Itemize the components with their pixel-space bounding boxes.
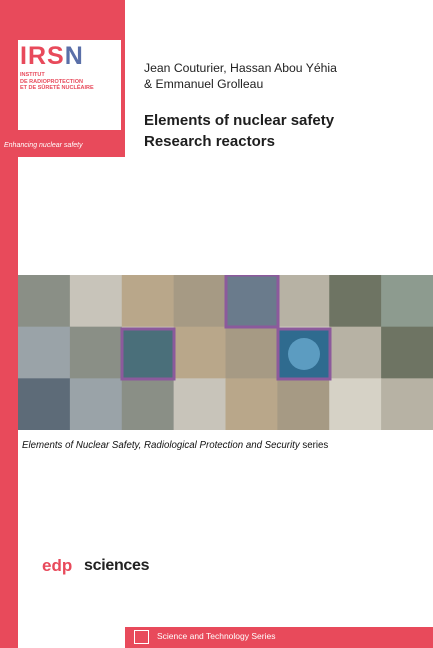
author-line-2: & Emmanuel Grolleau <box>144 77 264 91</box>
mosaic-tile <box>18 378 70 430</box>
mosaic-tile <box>329 378 381 430</box>
mosaic-tile <box>329 275 381 327</box>
mosaic-tile <box>70 378 122 430</box>
mosaic-tile <box>226 327 278 379</box>
irsn-logo-mark: IRSN <box>20 42 84 70</box>
mosaic-tile <box>18 327 70 379</box>
mosaic-tile <box>381 327 433 379</box>
mosaic-tile <box>70 275 122 327</box>
footer-text: Science and Technology Series <box>157 631 276 641</box>
edp-word: sciences <box>84 557 150 574</box>
authors <box>144 60 337 92</box>
mosaic-tile <box>381 378 433 430</box>
mosaic-tile <box>174 327 226 379</box>
title-line-2: Research reactors <box>144 133 275 150</box>
mosaic-tile <box>174 378 226 430</box>
title-line-1: Elements of nuclear safety <box>144 112 335 129</box>
mosaic-tile <box>122 275 174 327</box>
svg-text:edp: edp <box>42 556 73 575</box>
series-suffix: series <box>299 440 329 451</box>
mosaic-tile <box>70 327 122 379</box>
author-line-1: Jean Couturier, Hassan Abou Yéhia <box>144 61 337 75</box>
series-line <box>22 440 328 451</box>
highlight-photo-2 <box>122 329 174 379</box>
irsn-logo-subtitle: INSTITUT DE RADIOPROTECTION ET DE SÛRETÉ NUCLÉAIRE <box>20 72 94 91</box>
tagline: Enhancing nuclear safety <box>4 142 83 149</box>
highlight-photo-1 <box>226 275 278 327</box>
book-title <box>144 110 334 152</box>
irsn-logo <box>18 40 121 130</box>
photo-mosaic <box>18 275 433 430</box>
top-accent-bar <box>0 0 125 36</box>
series-name: Elements of Nuclear Safety, Radiological Protection and Security <box>22 440 300 451</box>
mosaic-tile <box>18 275 70 327</box>
mosaic-tile <box>226 378 278 430</box>
footer-bar <box>125 627 433 648</box>
mosaic-tile <box>174 275 226 327</box>
mosaic-tile <box>381 275 433 327</box>
irsn-logo-block <box>0 36 125 157</box>
mosaic-tile <box>277 275 329 327</box>
edp-mark-icon <box>42 554 82 578</box>
mosaic-tile <box>277 378 329 430</box>
mosaic-tile <box>122 378 174 430</box>
mosaic-tile <box>329 327 381 379</box>
edp-sciences-logo <box>42 554 149 578</box>
series-icon <box>134 630 149 644</box>
